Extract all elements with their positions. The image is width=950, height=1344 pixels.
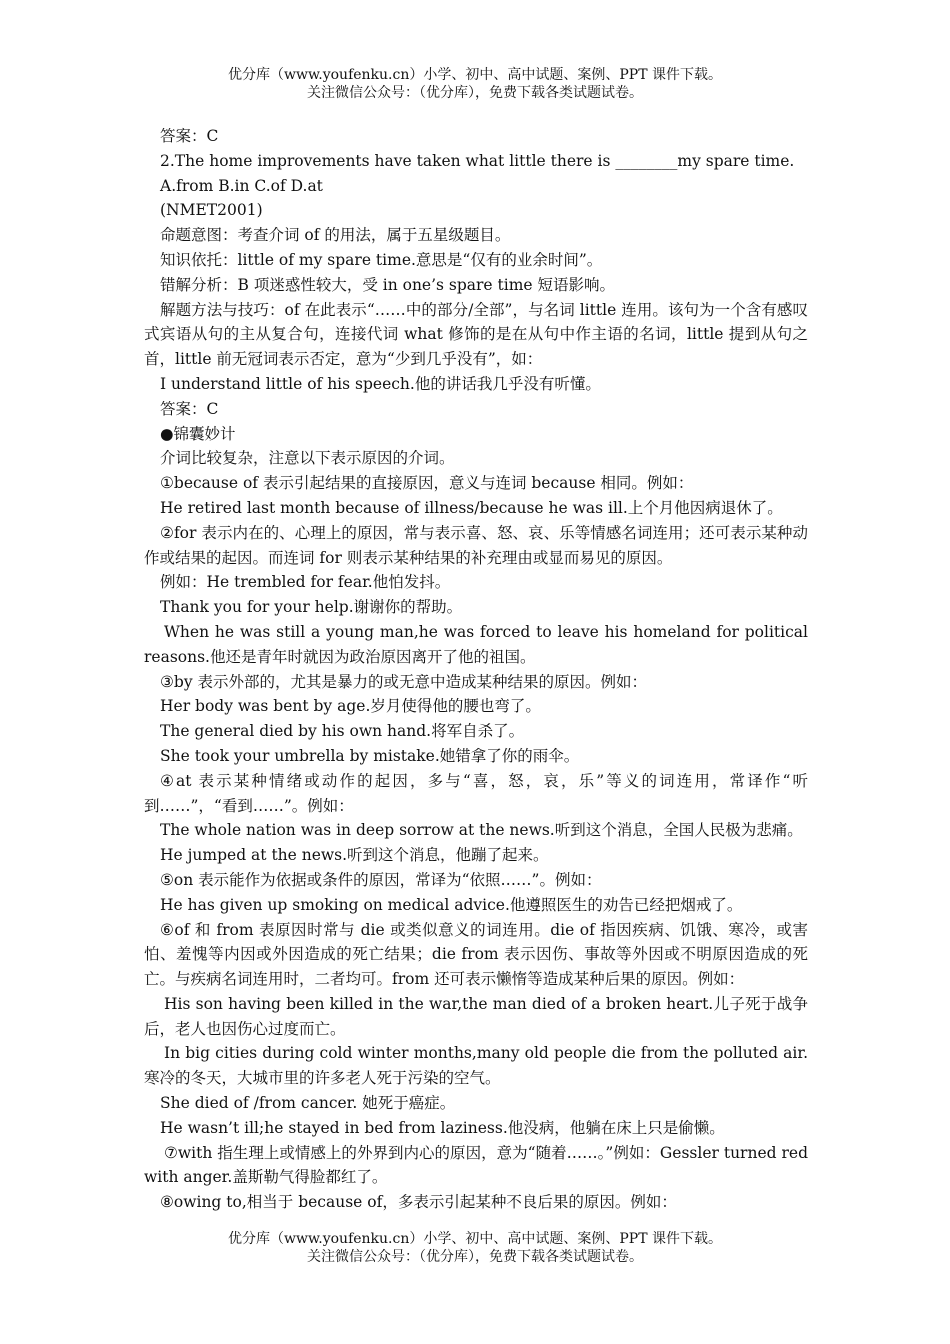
section-heading: ●锦囊妙计 <box>160 424 236 443</box>
header-line-2: 关注微信公众号：（优分库），免费下载各类试题试卷。 <box>307 85 643 101</box>
example-sentence: He has given up smoking on medical advice.他遵照医生的劝告已经把烟戒了。 <box>160 895 743 914</box>
example-sentence: 例如：He trembled for fear.他怕发抖。 <box>160 573 451 592</box>
example-sentence: Thank you for your help.谢谢你的帮助。 <box>160 598 463 617</box>
example-sentence: His son having been killed in the war,the man died of a broken heart.儿子死于战争后，老人也因伤心过度而亡。 <box>144 994 808 1038</box>
rule-owing-to: ⑧owing to,相当于 because of，多表示引起某种不良后果的原因。例如： <box>160 1193 677 1212</box>
knowledge-basis: 知识依托：little of my spare time.意思是“仅有的业余时间”。 <box>160 250 603 269</box>
example-sentence: He wasn’t ill;he stayed in bed from laziness.他没病，他躺在床上只是偷懒。 <box>160 1118 725 1137</box>
rule-on: ⑤on 表示能作为依据或条件的原因，常译为“依照……”。例如： <box>160 870 602 889</box>
example-sentence: The general died by his own hand.将军自杀了。 <box>160 722 525 741</box>
example-sentence: He retired last month because of illness/because he was ill.上个月他因病退休了。 <box>160 498 783 517</box>
answer-line: 答案：C <box>160 399 219 418</box>
solution-method: 解题方法与技巧：of 在此表示“……中的部分/全部”，与名词 little 连用。该句为一个含有感叹式宾语从句的主从复合句，连接代词 what 修饰的是在从句中作主语的名词，little 提到从句之首，little 前无冠词表示否定，意为“少到几乎没有”，如： <box>144 300 808 369</box>
example-sentence: She died of /from cancer. 她死于癌症。 <box>160 1094 456 1113</box>
rule-for: ②for 表示内在的、心理上的原因，常与表示喜、怒、哀、乐等情感名词连用；还可表示某种动作或结果的起因。而连词 for 则表示某种结果的补充理由或显而易见的原因。 <box>144 523 808 567</box>
example-sentence: In big cities during cold winter months,many old people die from the polluted air.寒冷的冬天，大城市里的许多老人死于污染的空气。 <box>144 1044 808 1088</box>
header-line-1: 优分库（www.youfenku.cn）小学、初中、高中试题、案例、PPT 课件下载。 <box>227 67 722 83</box>
example-sentence: The whole nation was in deep sorrow at the news.听到这个消息，全国人民极为悲痛。 <box>160 821 803 840</box>
example-sentence: When he was still a young man,he was forced to leave his homeland for political reasons.他还是青年时就因为政治原因离开了他的祖国。 <box>144 622 808 666</box>
rule-because-of: ①because of 表示引起结果的直接原因，意义与连词 because 相同。例如： <box>160 474 694 493</box>
footer-line-1: 优分库（www.youfenku.cn）小学、初中、高中试题、案例、PPT 课件下载。 <box>227 1231 722 1247</box>
rule-at: ④at 表示某种情绪或动作的起因，多与“喜，怒，哀，乐”等义的词连用，常译作“听到……”，“看到……”。例如： <box>144 771 808 815</box>
footer-line-2: 关注微信公众号：（优分库），免费下载各类试题试卷。 <box>307 1249 643 1265</box>
example-sentence: She took your umbrella by mistake.她错拿了你的雨伞。 <box>160 746 580 765</box>
rule-by: ③by 表示外部的，尤其是暴力的或无意中造成某种结果的原因。例如： <box>160 672 648 691</box>
error-analysis: 错解分析：B 项迷惑性较大，受 in one’s spare time 短语影响。 <box>160 275 616 294</box>
example-sentence: Her body was bent by age.岁月使得他的腰也弯了。 <box>160 697 541 716</box>
rule-of-from: ⑥of 和 from 表原因时常与 die 或类似意义的词连用。die of 指因疾病、饥饿、寒冷，或害怕、羞愧等内因或外因造成的死亡结果；die from 表示因伤、事故等外因或不明原因造成的死亡。与疾病名词连用时，二者均可。from 还可表示懒惰等造成某种后果的原因。例如： <box>144 920 808 989</box>
page-header <box>0 66 950 102</box>
document-body <box>144 124 808 1215</box>
page-footer <box>0 1230 950 1266</box>
example-sentence: I understand little of his speech.他的讲话我几乎没有听懂。 <box>160 374 601 393</box>
answer-line: 答案：C <box>160 127 219 145</box>
question-2: 2.The home improvements have taken what little there is ________my spare time. <box>160 151 795 170</box>
question-2-options: A.from B.in C.of D.at <box>160 176 323 195</box>
example-sentence: He jumped at the news.听到这个消息，他蹦了起来。 <box>160 846 549 865</box>
section-intro: 介词比较复杂，注意以下表示原因的介词。 <box>160 449 455 468</box>
question-intent: 命题意图：考查介词 of 的用法，属于五星级题目。 <box>160 226 511 245</box>
question-2-source: (NMET2001) <box>160 201 263 220</box>
rule-with: ⑦with 指生理上或情感上的外界到内心的原因，意为“随着……。”例如：Gessler turned red with anger.盖斯勒气得脸都红了。 <box>144 1143 808 1187</box>
